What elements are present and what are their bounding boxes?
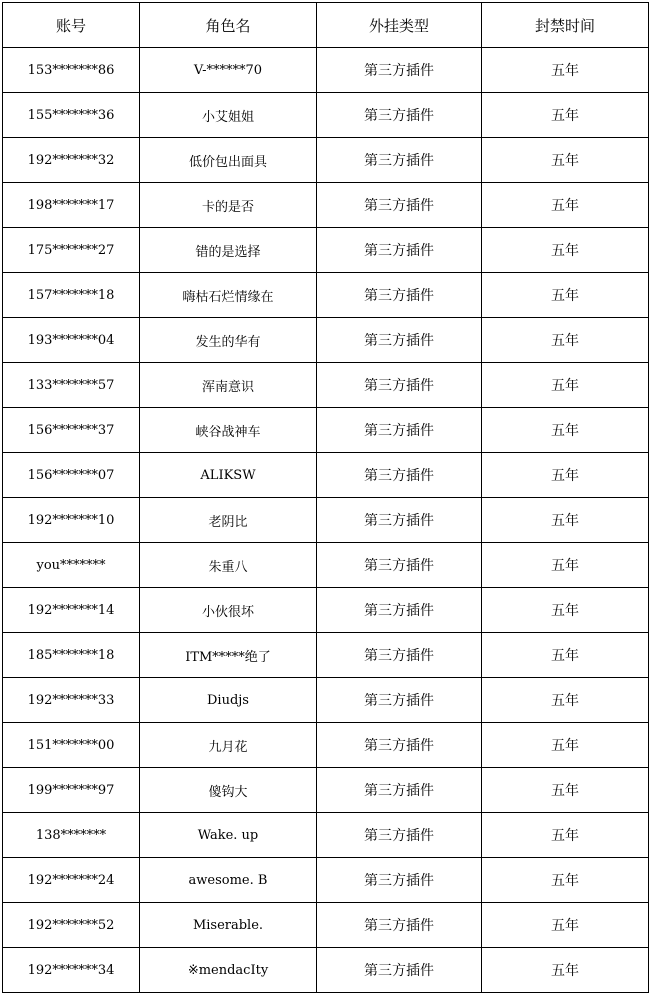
ban-duration-cell: 五年 (482, 588, 649, 633)
cheat-type-cell: 第三方插件 (317, 228, 482, 273)
table-row (3, 453, 649, 498)
table-row (3, 93, 649, 138)
table-row (3, 498, 649, 543)
ban-duration-cell: 五年 (482, 453, 649, 498)
role-name-cell: V-******70 (140, 48, 317, 93)
table-row (3, 723, 649, 768)
account-cell: 155*******36 (3, 93, 140, 138)
account-cell: 156*******07 (3, 453, 140, 498)
table-row (3, 813, 649, 858)
cheat-type-cell: 第三方插件 (317, 183, 482, 228)
cheat-type-cell: 第三方插件 (317, 93, 482, 138)
table-row (3, 408, 649, 453)
ban-duration-cell: 五年 (482, 408, 649, 453)
cheat-type-cell: 第三方插件 (317, 48, 482, 93)
role-name-cell: 卡的是否 (140, 183, 317, 228)
table-row (3, 183, 649, 228)
account-cell: 192*******10 (3, 498, 140, 543)
cheat-type-cell: 第三方插件 (317, 363, 482, 408)
account-cell: 151*******00 (3, 723, 140, 768)
ban-duration-cell: 五年 (482, 633, 649, 678)
account-cell: 192*******34 (3, 948, 140, 993)
table-row (3, 633, 649, 678)
ban-duration-cell: 五年 (482, 858, 649, 903)
account-cell: 192*******33 (3, 678, 140, 723)
cheat-type-cell: 第三方插件 (317, 768, 482, 813)
table-row (3, 903, 649, 948)
role-name-cell: ITM*****绝了 (140, 633, 317, 678)
role-name-cell: Miserable. (140, 903, 317, 948)
account-cell: 156*******37 (3, 408, 140, 453)
header-account: 账号 (3, 3, 140, 48)
cheat-type-cell: 第三方插件 (317, 408, 482, 453)
table-row (3, 768, 649, 813)
cheat-type-cell: 第三方插件 (317, 858, 482, 903)
ban-duration-cell: 五年 (482, 363, 649, 408)
table-row (3, 588, 649, 633)
table-row (3, 318, 649, 363)
ban-duration-cell: 五年 (482, 498, 649, 543)
role-name-cell: 浑南意识 (140, 363, 317, 408)
ban-duration-cell: 五年 (482, 813, 649, 858)
ban-duration-cell: 五年 (482, 903, 649, 948)
table-row (3, 948, 649, 993)
cheat-type-cell: 第三方插件 (317, 273, 482, 318)
account-cell: you******* (3, 543, 140, 588)
account-cell: 193*******04 (3, 318, 140, 363)
header-ban-duration: 封禁时间 (482, 3, 649, 48)
account-cell: 133*******57 (3, 363, 140, 408)
role-name-cell: 小艾姐姐 (140, 93, 317, 138)
cheat-type-cell: 第三方插件 (317, 948, 482, 993)
role-name-cell: 小伙很坏 (140, 588, 317, 633)
role-name-cell: awesome. B (140, 858, 317, 903)
ban-duration-cell: 五年 (482, 183, 649, 228)
role-name-cell: 发生的华有 (140, 318, 317, 363)
ban-duration-cell: 五年 (482, 48, 649, 93)
ban-duration-cell: 五年 (482, 138, 649, 183)
ban-duration-cell: 五年 (482, 273, 649, 318)
cheat-type-cell: 第三方插件 (317, 138, 482, 183)
cheat-type-cell: 第三方插件 (317, 543, 482, 588)
ban-duration-cell: 五年 (482, 768, 649, 813)
table-row (3, 48, 649, 93)
role-name-cell: Wake. up (140, 813, 317, 858)
account-cell: 153*******86 (3, 48, 140, 93)
role-name-cell: Diudjs (140, 678, 317, 723)
cheat-type-cell: 第三方插件 (317, 723, 482, 768)
account-cell: 192*******14 (3, 588, 140, 633)
account-cell: 157*******18 (3, 273, 140, 318)
table-row (3, 543, 649, 588)
role-name-cell: 低价包出面具 (140, 138, 317, 183)
role-name-cell: 傻钩大 (140, 768, 317, 813)
ban-duration-cell: 五年 (482, 723, 649, 768)
account-cell: 185*******18 (3, 633, 140, 678)
table-row (3, 678, 649, 723)
cheat-type-cell: 第三方插件 (317, 678, 482, 723)
role-name-cell: 峡谷战神车 (140, 408, 317, 453)
table-row (3, 228, 649, 273)
ban-duration-cell: 五年 (482, 228, 649, 273)
ban-duration-cell: 五年 (482, 318, 649, 363)
table-row (3, 858, 649, 903)
table-header-row (3, 3, 649, 48)
account-cell: 192*******32 (3, 138, 140, 183)
role-name-cell: 九月花 (140, 723, 317, 768)
table-row (3, 273, 649, 318)
table-row (3, 138, 649, 183)
header-cheat-type: 外挂类型 (317, 3, 482, 48)
cheat-type-cell: 第三方插件 (317, 633, 482, 678)
ban-list-table (2, 2, 649, 993)
role-name-cell: 朱重八 (140, 543, 317, 588)
table-body (3, 48, 649, 993)
account-cell: 199*******97 (3, 768, 140, 813)
cheat-type-cell: 第三方插件 (317, 318, 482, 363)
account-cell: 138******* (3, 813, 140, 858)
account-cell: 192*******24 (3, 858, 140, 903)
cheat-type-cell: 第三方插件 (317, 588, 482, 633)
role-name-cell: 错的是选择 (140, 228, 317, 273)
ban-duration-cell: 五年 (482, 543, 649, 588)
cheat-type-cell: 第三方插件 (317, 453, 482, 498)
cheat-type-cell: 第三方插件 (317, 813, 482, 858)
header-role-name: 角色名 (140, 3, 317, 48)
table-row (3, 363, 649, 408)
role-name-cell: 嗨枯石烂情缘在 (140, 273, 317, 318)
cheat-type-cell: 第三方插件 (317, 498, 482, 543)
cheat-type-cell: 第三方插件 (317, 903, 482, 948)
ban-duration-cell: 五年 (482, 678, 649, 723)
role-name-cell: 老阴比 (140, 498, 317, 543)
account-cell: 198*******17 (3, 183, 140, 228)
ban-duration-cell: 五年 (482, 948, 649, 993)
account-cell: 192*******52 (3, 903, 140, 948)
role-name-cell: ALIKSW (140, 453, 317, 498)
role-name-cell: ※mendacIty (140, 948, 317, 993)
ban-duration-cell: 五年 (482, 93, 649, 138)
account-cell: 175*******27 (3, 228, 140, 273)
